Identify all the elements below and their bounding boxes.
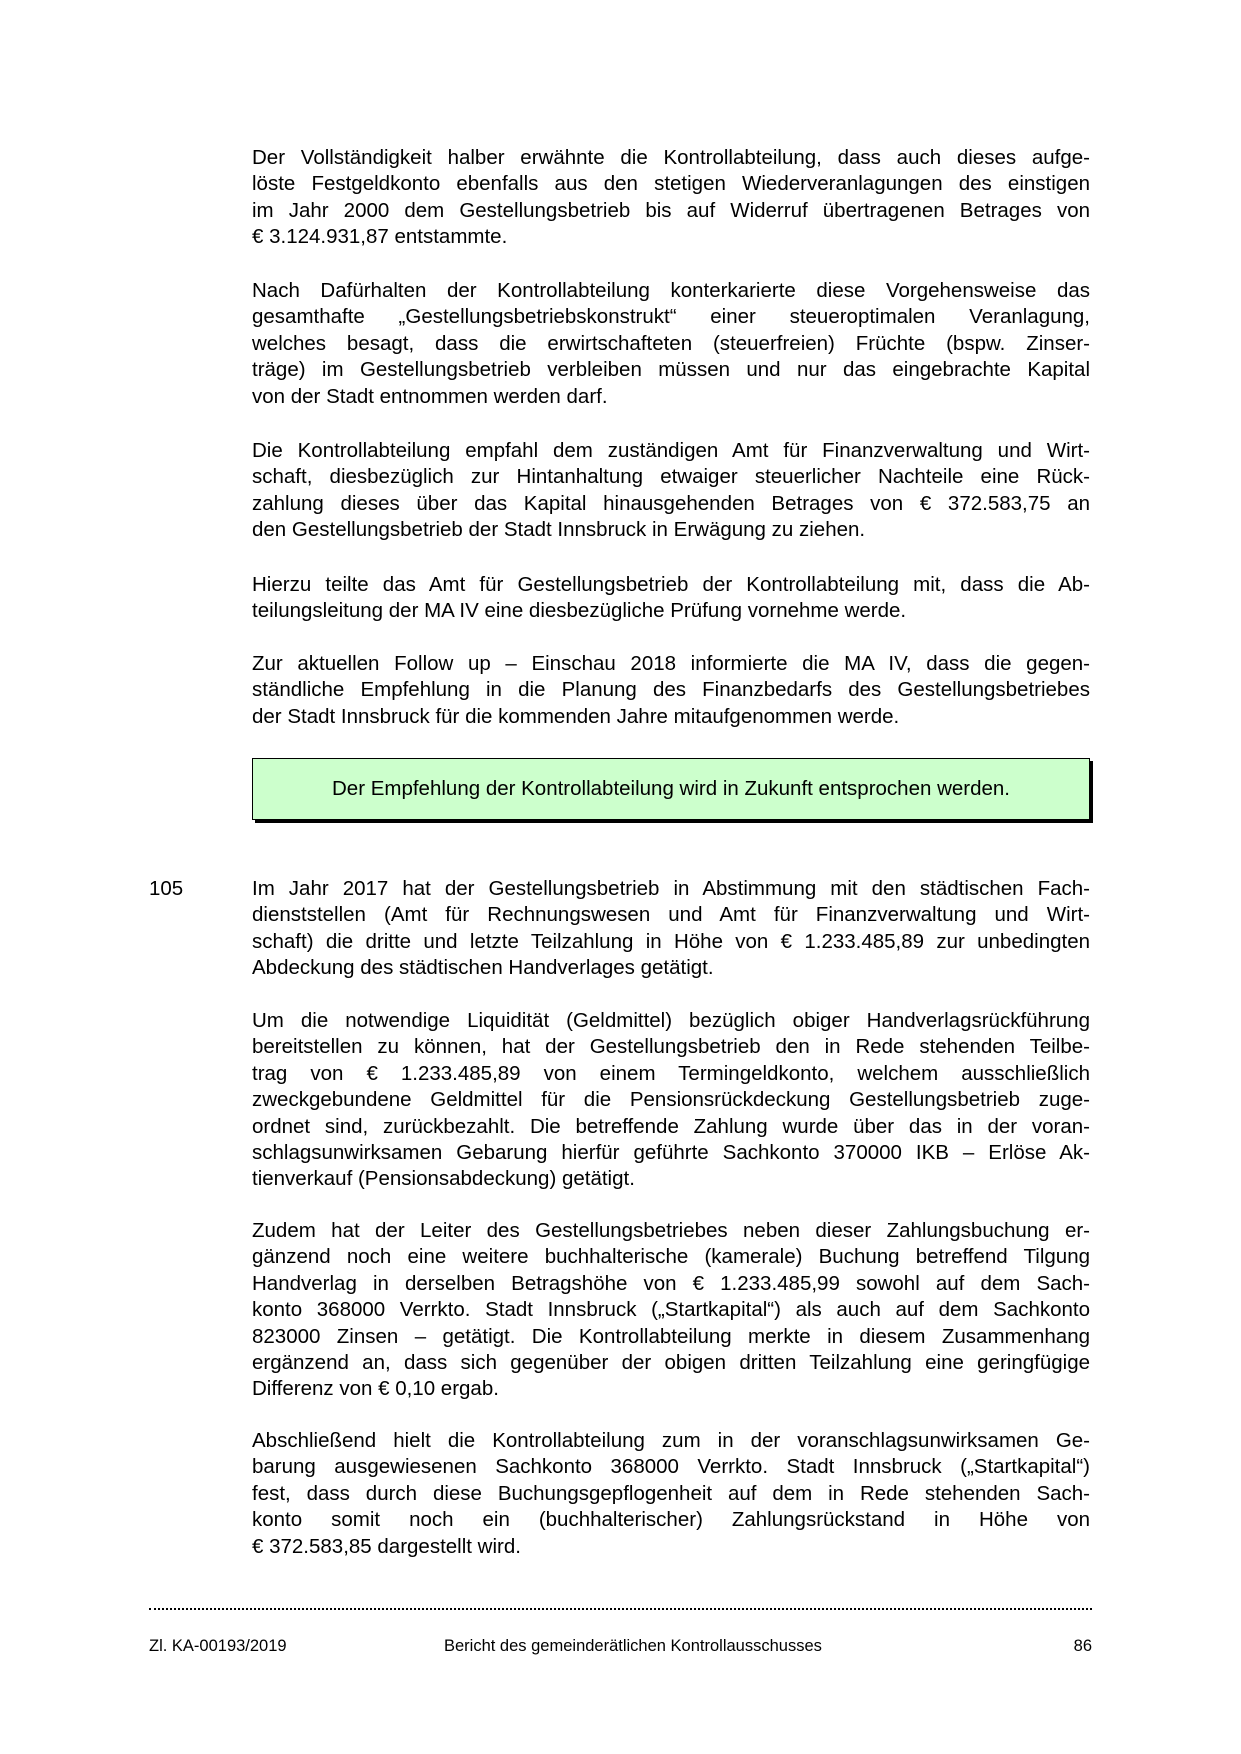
text-line: Nach Dafürhalten der Kontrollabteilung konterkarierte diese Vorgehensweise das [252, 279, 1090, 302]
text-line: zahlung dieses über das Kapital hinausgehenden Betrages von € 372.583,75 an [252, 491, 1090, 515]
text-line: dienststellen (Amt für Rechnungswesen und Amt für Finanzverwaltung und Wirt- [252, 903, 1090, 927]
section-number: 105 [149, 877, 184, 900]
text-line: € 372.583,85 dargestellt wird. [252, 1534, 521, 1558]
text-line: welches besagt, dass die erwirtschafteten (steuerfreien) Früchte (bspw. Zinser- [252, 331, 1090, 355]
text-line: barung ausgewiesenen Sachkonto 368000 Verrkto. Stadt Innsbruck („Startkapital“) [252, 1455, 1090, 1479]
text-line: konto 368000 Verrkto. Stadt Innsbruck („Startkapital“) als auch auf dem Sachkonto [252, 1298, 1090, 1322]
paragraph-booking [252, 1218, 1090, 1403]
page-number: 86 [1073, 1637, 1092, 1655]
footer-divider [149, 1608, 1092, 1610]
text-line: Differenz von € 0,10 ergab. [252, 1377, 499, 1401]
text-line: Der Vollständigkeit halber erwähnte die Kontrollabteilung, dass auch dieses aufge- [252, 146, 1090, 169]
paragraph-third-installment [252, 876, 1090, 982]
text-line: € 3.124.931,87 entstammte. [252, 225, 508, 249]
text-line: schaft) die dritte und letzte Teilzahlung in Höhe von € 1.233.485,89 zur unbedingten [252, 929, 1090, 953]
paragraph-recommendation [252, 438, 1090, 544]
paragraph-response [252, 572, 1090, 625]
text-line: ständliche Empfehlung in die Planung des Finanzbedarfs des Gestellungsbetriebes [252, 678, 1090, 702]
text-line: trag von € 1.233.485,89 von einem Termingeldkonto, welchem ausschließlich [252, 1061, 1090, 1085]
text-line: Handverlag in derselben Betragshöhe von € 1.233.485,99 sowohl auf dem Sach- [252, 1271, 1090, 1295]
text-line: zweckgebundene Geldmittel für die Pensionsrückdeckung Gestellungsbetrieb zuge- [252, 1088, 1090, 1112]
text-line: fest, dass durch diese Buchungsgepflogenheit auf dem in Rede stehenden Sach- [252, 1481, 1090, 1505]
text-line: konto somit noch ein (buchhalterischer) Zahlungsrückstand in Höhe von [252, 1508, 1090, 1532]
paragraph-conclusion [252, 1428, 1090, 1560]
text-line: bereitstellen zu können, hat der Gestellungsbetrieb den in Rede stehenden Teilbe- [252, 1035, 1090, 1059]
paragraph-assessment [252, 278, 1090, 410]
text-line: 823000 Zinsen – getätigt. Die Kontrollabteilung merkte in diesem Zusammenhang [252, 1324, 1090, 1348]
text-line: von der Stadt entnommen werden darf. [252, 384, 608, 408]
recommendation-box [252, 758, 1090, 820]
text-line: Im Jahr 2017 hat der Gestellungsbetrieb in Abstimmung mit den städtischen Fach- [252, 877, 1090, 900]
text-line: schaft, diesbezüglich zur Hintanhaltung etwaiger steuerlicher Nachteile eine Rück- [252, 465, 1090, 489]
text-line: ergänzend an, dass sich gegenüber der obigen dritten Teilzahlung eine geringfügige [252, 1350, 1090, 1374]
text-line: gesamthafte „Gestellungsbetriebskonstrukt“ einer steueroptimalen Veranlagung, [252, 305, 1090, 329]
text-line: gänzend noch eine weitere buchhalterische (kamerale) Buchung betreffend Tilgung [252, 1245, 1090, 1269]
text-line: Die Kontrollabteilung empfahl dem zuständigen Amt für Finanzverwaltung und Wirt- [252, 439, 1090, 462]
text-line: schlagsunwirksamen Gebarung hierfür geführte Sachkonto 370000 IKB – Erlöse Ak- [252, 1140, 1090, 1164]
paragraph-liquidity [252, 1008, 1090, 1193]
paragraph-follow-up [252, 651, 1090, 730]
report-title: Bericht des gemeinderätlichen Kontrollausschusses [444, 1637, 822, 1655]
text-line: im Jahr 2000 dem Gestellungsbetrieb bis auf Widerruf übertragenen Betrages von [252, 198, 1090, 222]
recommendation-text: Der Empfehlung der Kontrollabteilung wird in Zukunft entsprochen werden. [331, 777, 1011, 800]
text-line: Abdeckung des städtischen Handverlages getätigt. [252, 956, 714, 980]
text-line: der Stadt Innsbruck für die kommenden Jahre mitaufgenommen werde. [252, 704, 900, 728]
text-line: tienverkauf (Pensionsabdeckung) getätigt. [252, 1167, 635, 1191]
paragraph-completeness-note [252, 145, 1090, 251]
document-reference: Zl. KA-00193/2019 [149, 1637, 287, 1655]
text-line: löste Festgeldkonto ebenfalls aus den stetigen Wiederveranlagungen des einstigen [252, 172, 1090, 196]
text-line: ordnet sind, zurückbezahlt. Die betreffende Zahlung wurde über das in der voran- [252, 1114, 1090, 1138]
text-line: den Gestellungsbetrieb der Stadt Innsbruck in Erwägung zu ziehen. [252, 518, 866, 542]
text-line: Zur aktuellen Follow up – Einschau 2018 informierte die MA IV, dass die gegen- [252, 652, 1090, 675]
text-line: Abschließend hielt die Kontrollabteilung zum in der voranschlagsunwirksamen Ge- [252, 1429, 1090, 1452]
text-line: Zudem hat der Leiter des Gestellungsbetriebes neben dieser Zahlungsbuchung er- [252, 1219, 1090, 1242]
text-line: Um die notwendige Liquidität (Geldmittel) bezüglich obiger Handverlagsrückführung [252, 1009, 1090, 1032]
text-line: träge) im Gestellungsbetrieb verbleiben müssen und nur das eingebrachte Kapital [252, 358, 1090, 382]
text-line: teilungsleitung der MA IV eine diesbezügliche Prüfung vornehme werde. [252, 599, 907, 623]
text-line: Hierzu teilte das Amt für Gestellungsbetrieb der Kontrollabteilung mit, dass die Ab- [252, 573, 1090, 596]
